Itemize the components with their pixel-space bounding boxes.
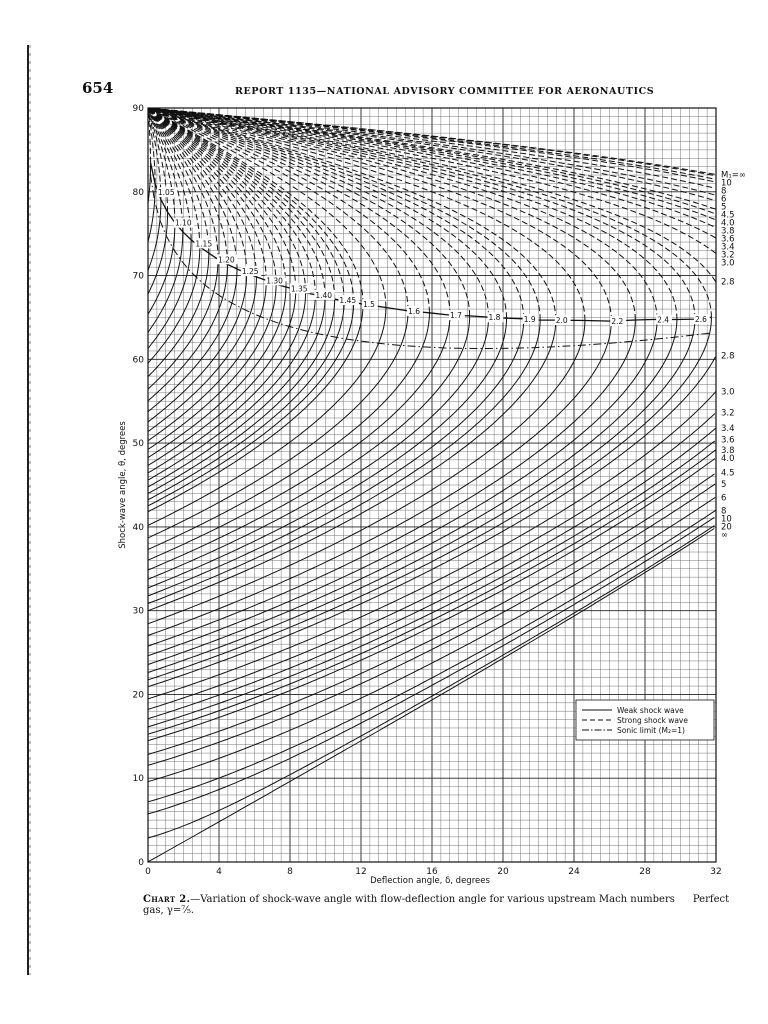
weak-branch-mach-label: 4.5	[721, 468, 735, 479]
curve-label: 2.6	[694, 315, 707, 325]
x-axis-label: Deflection angle, δ, degrees	[370, 876, 490, 886]
curve-label: 1.9	[523, 314, 536, 324]
legend-strong-label: Strong shock wave	[617, 716, 688, 725]
curve-label: 1.25	[241, 267, 259, 277]
weak-shock-curve	[148, 320, 635, 646]
strong-shock-curve	[148, 108, 507, 321]
caption-text: —Variation of shock-wave angle with flow-deflection angle for various upstream Mach numbers	[190, 894, 675, 905]
strong-branch-mach-label: 3.8	[721, 226, 735, 237]
curve-label: 1.20	[218, 255, 235, 265]
strong-shock-curve	[148, 108, 585, 321]
curve-label: 1.5	[362, 300, 375, 310]
weak-shock-curve	[148, 259, 218, 389]
strong-branch-mach-label: 3.6	[721, 234, 735, 245]
weak-branch-mach-label: 10	[721, 514, 732, 525]
curve-label: 1.10	[174, 218, 192, 228]
legend	[576, 700, 714, 740]
strong-shock-curve	[148, 108, 540, 323]
weak-branch-mach-label: 5	[721, 480, 727, 491]
weak-shock-curve	[148, 302, 354, 506]
weak-branch-mach-label: 8	[721, 506, 727, 517]
strong-branch-mach-label: 4.0	[721, 218, 735, 229]
x-tick-label: 16	[426, 867, 438, 877]
page-number: 654	[82, 79, 114, 97]
caption-gas-note: Perfect gas, γ=⁷⁄₅.	[143, 894, 730, 916]
x-tick-label: 12	[355, 867, 367, 877]
curve-label: 1.45	[339, 296, 357, 306]
weak-branch-mach-label: ∞	[721, 530, 729, 541]
strong-branch-mach-label: M₁=∞	[721, 170, 746, 181]
weak-branch-mach-label: 3.4	[721, 424, 735, 435]
curve-label: 1.15	[195, 239, 213, 249]
y-tick-label: 50	[132, 439, 144, 450]
x-tick-label: 8	[287, 867, 293, 877]
running-header: REPORT 1135—NATIONAL ADVISORY COMMITTEE FOR AERONAUTICS	[235, 86, 655, 97]
weak-branch-mach-label: 3.6	[721, 435, 735, 446]
curve-label: 1.8	[488, 313, 501, 323]
y-tick-label: 0	[138, 858, 144, 868]
y-tick-label: 20	[132, 690, 144, 701]
y-tick-label: 30	[132, 606, 144, 617]
x-tick-label: 28	[639, 867, 651, 877]
curve-label: 1.30	[266, 276, 283, 286]
y-tick-label: 80	[132, 187, 144, 198]
curve-label: 1.05	[157, 188, 175, 198]
strong-branch-mach-label: 5	[721, 202, 727, 213]
weak-branch-mach-label: 3.8	[721, 445, 735, 456]
figure-caption	[143, 894, 743, 916]
strong-branch-mach-label: 6	[721, 194, 727, 205]
weak-branch-mach-label: 20	[721, 522, 732, 533]
y-tick-label: 70	[132, 271, 144, 282]
strong-branch-mach-label: 2.8	[721, 277, 735, 288]
curve-label: 1.40	[315, 290, 333, 300]
caption-label: Chart 2.	[143, 894, 191, 905]
curve-label: 2.2	[611, 317, 624, 327]
y-tick-label: 90	[132, 104, 144, 114]
curve-label: 2.0	[555, 316, 568, 326]
strong-branch-mach-label: 3.4	[721, 242, 735, 253]
weak-branch-mach-label: 6	[721, 493, 727, 504]
weak-shock-curve	[148, 247, 200, 363]
y-tick-label: 10	[132, 774, 144, 785]
x-tick-label: 24	[568, 867, 580, 877]
strong-branch-mach-label: 8	[721, 186, 727, 197]
strong-branch-mach-label: 4.5	[721, 210, 735, 221]
strong-branch-mach-label: 3.2	[721, 250, 735, 261]
weak-branch-mach-label: 3.0	[721, 387, 735, 398]
curve-label: 1.6	[408, 306, 421, 316]
weak-shock-curve	[148, 311, 408, 538]
x-tick-label: 32	[710, 867, 722, 877]
strong-branch-mach-label: 3.0	[721, 258, 735, 269]
curve-label: 1.35	[290, 284, 308, 294]
weak-branch-mach-label: 4.0	[721, 453, 735, 464]
x-tick-label: 0	[145, 867, 151, 877]
weak-branch-mach-label: 3.2	[721, 408, 735, 419]
legend-weak-label: Weak shock wave	[617, 706, 684, 715]
curve-label: 2.4	[657, 315, 670, 325]
y-axis-label: Shock-wave angle, θ, degrees	[118, 421, 128, 549]
legend-sonic-label: Sonic limit (M₂=1)	[617, 726, 685, 735]
weak-shock-curve	[148, 319, 657, 655]
strong-shock-curve	[148, 108, 695, 319]
y-tick-label: 60	[132, 355, 144, 366]
x-tick-label: 4	[216, 867, 222, 877]
axis-ticks	[133, 104, 722, 877]
curve-label: 1.7	[449, 311, 462, 321]
weak-branch-mach-label: 2.8	[721, 351, 735, 362]
strong-branch-mach-label: 10	[721, 178, 732, 189]
weak-shock-curve	[148, 526, 715, 838]
x-tick-label: 20	[497, 867, 509, 877]
weak-shock-curve	[148, 293, 306, 473]
y-tick-label: 40	[132, 522, 144, 533]
weak-shock-curve	[148, 287, 286, 458]
